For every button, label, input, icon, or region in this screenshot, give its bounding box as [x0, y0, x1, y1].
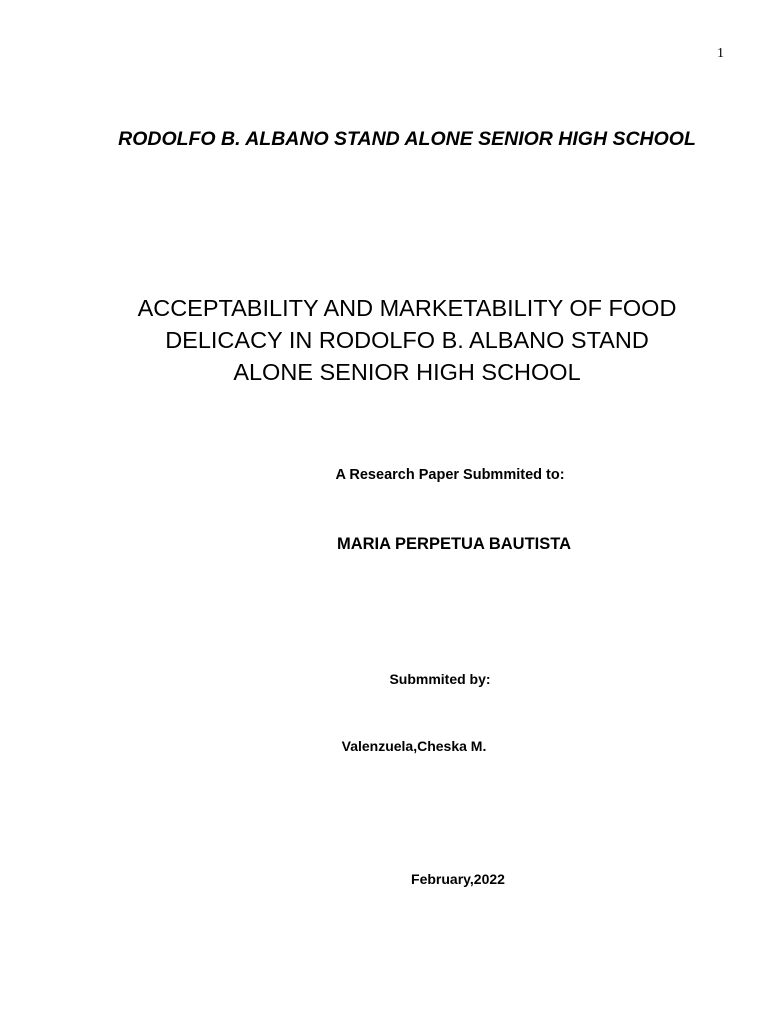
author-name: Valenzuela,Cheska M.	[341, 738, 487, 754]
research-title-line: DELICACY IN RODOLFO B. ALBANO STAND	[165, 327, 649, 353]
research-title-line: ACCEPTABILITY AND MARKETABILITY OF FOOD	[137, 295, 677, 321]
page-number: 1	[717, 46, 724, 61]
adviser-name: MARIA PERPETUA BAUTISTA	[336, 535, 572, 553]
submitted-to-label: A Research Paper Submmited to:	[335, 467, 565, 483]
research-title	[80, 292, 734, 388]
submitted-by-label: Submmited by:	[389, 671, 491, 687]
research-title-line: ALONE SENIOR HIGH SCHOOL	[233, 359, 581, 385]
submission-date: February,2022	[411, 871, 505, 887]
school-name-heading: RODOLFO B. ALBANO STAND ALONE SENIOR HIGH SCHOOL	[118, 128, 696, 150]
